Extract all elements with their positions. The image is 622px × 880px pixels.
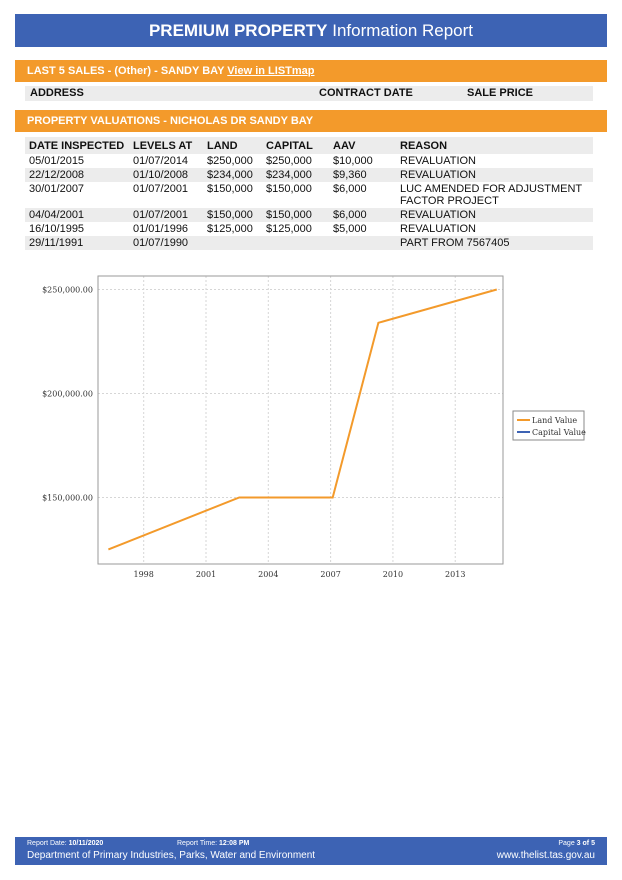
- page-total: 5: [591, 840, 595, 847]
- report-date: [27, 840, 103, 847]
- x-tick-label: 1998: [133, 570, 154, 579]
- cell-date-inspected: 29/11/1991: [29, 237, 84, 249]
- report-date-label: Report Date:: [27, 840, 67, 847]
- sales-col-sale-price: SALE PRICE: [467, 87, 534, 99]
- plot-area: [98, 276, 503, 564]
- cell-date-inspected: 22/12/2008: [29, 169, 85, 181]
- y-tick-label: $200,000.00: [42, 389, 93, 399]
- website-link[interactable]: www.thelist.tas.gov.au: [496, 850, 595, 861]
- cell-reason: PART FROM 7567405: [400, 237, 510, 249]
- report-title-bold: PREMIUM PROPERTY: [148, 21, 328, 40]
- col-aav: AAV: [333, 139, 356, 152]
- view-in-listmap-link[interactable]: View in LISTmap: [227, 65, 315, 77]
- x-tick-label: 2001: [195, 570, 217, 579]
- legend-label: Land Value: [532, 416, 578, 425]
- sales-heading: LAST 5 SALES - (Other) - SANDY BAY: [27, 65, 225, 77]
- report-title-rest: Information Report: [332, 21, 474, 40]
- cell-aav: [329, 236, 396, 250]
- cell-capital: $234,000: [266, 169, 312, 181]
- table-row: [25, 182, 593, 208]
- sales-col-address: ADDRESS: [30, 87, 84, 99]
- table-row: [25, 222, 593, 236]
- x-tick-label: 2007: [320, 570, 341, 579]
- cell-reason: REVALUATION: [400, 209, 476, 221]
- cell-land: $250,000: [207, 155, 253, 167]
- cell-date-inspected: 30/01/2007: [29, 183, 85, 195]
- cell-capital: $125,000: [266, 223, 312, 235]
- cell-land: [203, 236, 262, 250]
- cell-levels-at: 01/07/2014: [133, 155, 189, 167]
- cell-aav: $9,360: [333, 169, 367, 181]
- cell-aav: $6,000: [333, 183, 367, 195]
- valuations-header-row: [25, 137, 593, 154]
- cell-levels-at: 01/07/2001: [133, 209, 189, 221]
- x-tick-label: 2013: [445, 570, 466, 579]
- cell-reason: LUC AMENDED FOR ADJUSTMENT FACTOR PROJECT: [400, 183, 582, 207]
- cell-land: $234,000: [207, 169, 253, 181]
- sales-table-header: [25, 86, 593, 101]
- cell-land: $150,000: [207, 209, 253, 221]
- cell-levels-at: 01/01/1996: [133, 223, 189, 235]
- legend-label: Capital Value: [532, 428, 586, 437]
- sales-heading-bar: [15, 60, 607, 82]
- valuation-chart-svg: [30, 270, 590, 590]
- cell-reason: REVALUATION: [400, 169, 476, 181]
- cell-date-inspected: 05/01/2015: [29, 155, 85, 167]
- table-row: [25, 236, 593, 250]
- cell-reason: REVALUATION: [400, 155, 476, 167]
- page-current: 3: [576, 840, 581, 847]
- cell-aav: $5,000: [333, 223, 367, 235]
- cell-aav: $6,000: [333, 209, 367, 221]
- valuations-heading: PROPERTY VALUATIONS - NICHOLAS DR SANDY BAY: [27, 115, 314, 127]
- report-date-value: 10/11/2020: [68, 840, 104, 847]
- footer: [15, 837, 607, 865]
- cell-capital: $250,000: [266, 155, 312, 167]
- cell-aav: $10,000: [333, 155, 373, 167]
- valuation-chart: [30, 270, 590, 590]
- valuations-heading-bar: [15, 110, 607, 132]
- table-row: [25, 208, 593, 222]
- page-indicator: [558, 840, 595, 847]
- y-tick-label: $150,000.00: [42, 493, 93, 503]
- col-levels-at: LEVELS AT: [133, 139, 193, 152]
- cell-land: $150,000: [207, 183, 253, 195]
- page-label: Page: [558, 840, 575, 847]
- cell-levels-at: 01/10/2008: [133, 169, 189, 181]
- table-row: [25, 168, 593, 182]
- cell-date-inspected: 16/10/1995: [29, 223, 85, 235]
- x-tick-label: 2004: [258, 570, 279, 579]
- page-of: of: [582, 840, 590, 847]
- cell-levels-at: 01/07/2001: [133, 183, 189, 195]
- x-tick-label: 2010: [382, 570, 404, 579]
- y-tick-label: $250,000.00: [42, 285, 93, 295]
- table-row: [25, 154, 593, 168]
- cell-capital: $150,000: [266, 183, 312, 195]
- cell-date-inspected: 04/04/2001: [29, 209, 85, 221]
- col-capital: CAPITAL: [266, 139, 313, 152]
- cell-land: $125,000: [207, 223, 253, 235]
- col-reason: REASON: [400, 139, 448, 152]
- report-time-label: Report Time:: [177, 840, 218, 847]
- department-name: Department of Primary Industries, Parks, Water and Environment: [27, 850, 316, 861]
- cell-capital: [262, 236, 329, 250]
- report-title: [15, 14, 607, 47]
- report-time-value: 12:08 PM: [219, 840, 250, 847]
- cell-capital: $150,000: [266, 209, 312, 221]
- cell-levels-at: 01/07/1990: [133, 237, 189, 249]
- col-date-inspected: DATE INSPECTED: [29, 139, 125, 152]
- valuations-table: [25, 137, 593, 250]
- col-land: LAND: [207, 139, 238, 152]
- report-time: [177, 840, 249, 847]
- sales-col-contract-date: CONTRACT DATE: [319, 87, 413, 99]
- cell-reason: REVALUATION: [400, 223, 476, 235]
